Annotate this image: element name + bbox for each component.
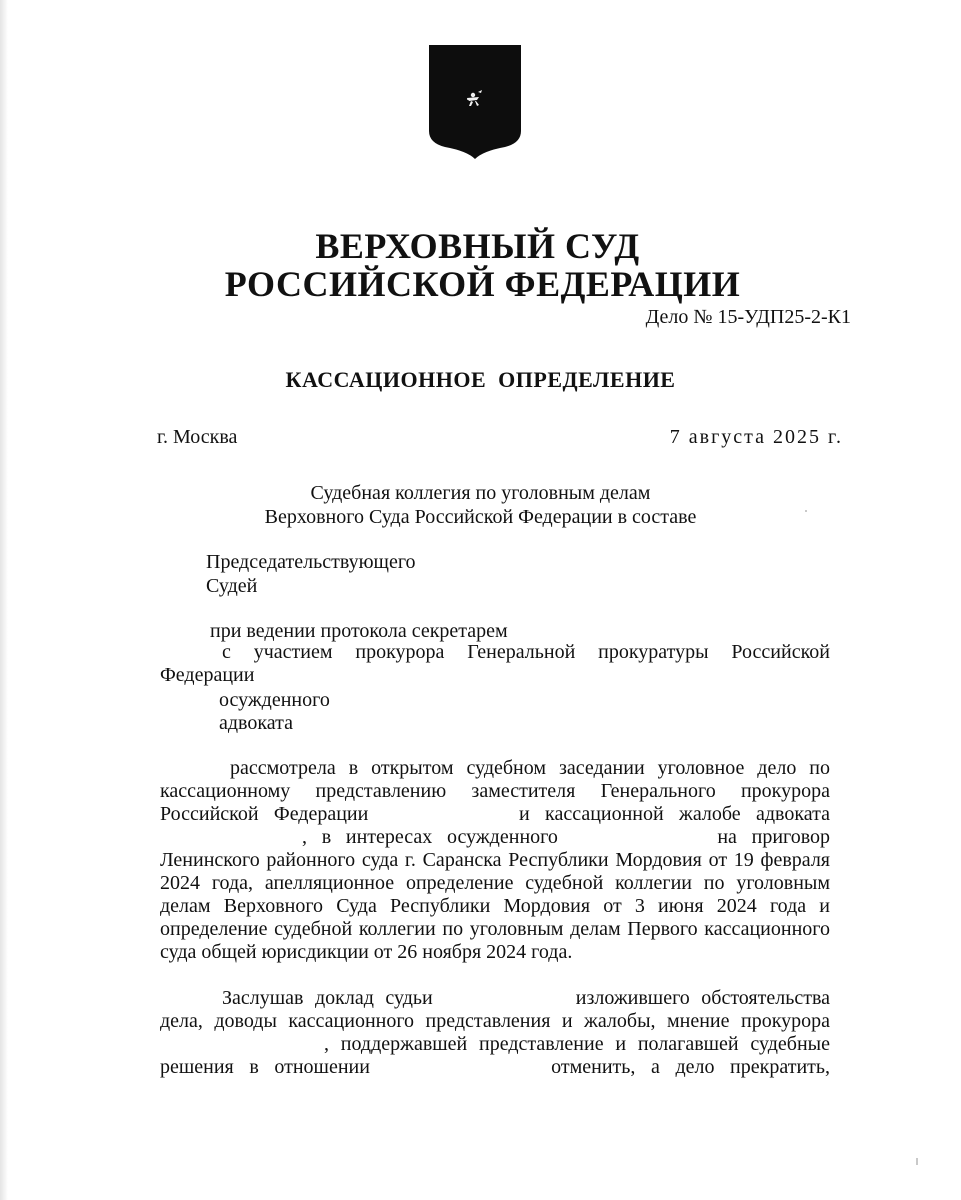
p1-line4-b: на приговор [717, 826, 830, 848]
p2-line1 [160, 987, 830, 1010]
city: г. Москва [157, 426, 238, 448]
p2-line4-b: отменить, а дело прекратить, [551, 1056, 830, 1078]
paragraph-2 [160, 987, 830, 1079]
prosecutor-line1: с участием прокурора Генеральной прокуратуры Российской [222, 641, 830, 663]
case-number: Дело № 15-УДП25-2-К1 [645, 306, 851, 328]
page-edge-shadow [0, 0, 8, 1200]
paragraph-1 [160, 757, 830, 964]
court-name-line1: ВЕРХОВНЫЙ СУД [315, 226, 640, 266]
p1-line3-b: и кассационной жалобе адвоката [519, 803, 830, 825]
prosecutor-line [160, 641, 830, 687]
p2-line4-a: решения в отношении [160, 1056, 370, 1078]
p1-line7: делам Верховного Суда Республики Мордовия от 3 июня 2024 года и [160, 895, 830, 917]
convicted-label: осужденного [219, 689, 330, 711]
scan-speck [916, 1158, 918, 1165]
p1-line5: Ленинского районного суда г. Саранска Республики Мордовия от 19 февраля [160, 849, 830, 871]
secretary-label: при ведении протокола секретарем [210, 620, 508, 642]
p1-line3 [160, 803, 830, 826]
court-name-line2: РОССИЙСКОЙ ФЕДЕРАЦИИ [224, 264, 741, 304]
p2-line4 [160, 1056, 830, 1079]
composition-line2: Верховного Суда Российской Федерации в составе [264, 506, 697, 528]
lawyer-label: адвоката [219, 712, 293, 734]
p1-line6: 2024 года, апелляционное определение судебной коллегии по уголовным [160, 872, 830, 894]
coat-of-arms-icon [427, 43, 523, 159]
p2-line1-a: Заслушав доклад судьи [222, 987, 433, 1009]
p2-line2: дела, доводы кассационного представления и жалобы, мнение прокурора [160, 1010, 830, 1032]
presiding-label: Председательствующего [206, 551, 416, 573]
document-title: КАССАЦИОННОЕ ОПРЕДЕЛЕНИЕ [285, 367, 676, 392]
composition-line1: Судебная коллегия по уголовным делам [310, 482, 651, 504]
p1-line3-a: Российской Федерации [160, 803, 369, 825]
p2-line3: , поддержавшей представление и полагавшей судебные [324, 1033, 830, 1055]
p1-line8: определение судебной коллегии по уголовным делам Первого кассационного [160, 918, 830, 940]
scan-speck [805, 510, 807, 512]
p1-line9: суда общей юрисдикции от 26 ноября 2024 года. [160, 941, 573, 963]
court-composition [0, 481, 961, 529]
p1-line4 [160, 826, 830, 849]
p1-line1: рассмотрела в открытом судебном заседании уголовное дело по [230, 757, 830, 779]
p1-line2: кассационному представлению заместителя Генерального прокурора [160, 780, 830, 802]
p2-line1-b: изложившего обстоятельства [575, 987, 830, 1009]
p1-line4-a: в интересах осужденного [321, 826, 558, 848]
prosecutor-line2: Федерации [160, 664, 255, 686]
p1-line4-comma: , [302, 826, 307, 848]
judges-label: Судей [206, 575, 258, 597]
document-date: 7 августа 2025 г. [669, 426, 843, 448]
